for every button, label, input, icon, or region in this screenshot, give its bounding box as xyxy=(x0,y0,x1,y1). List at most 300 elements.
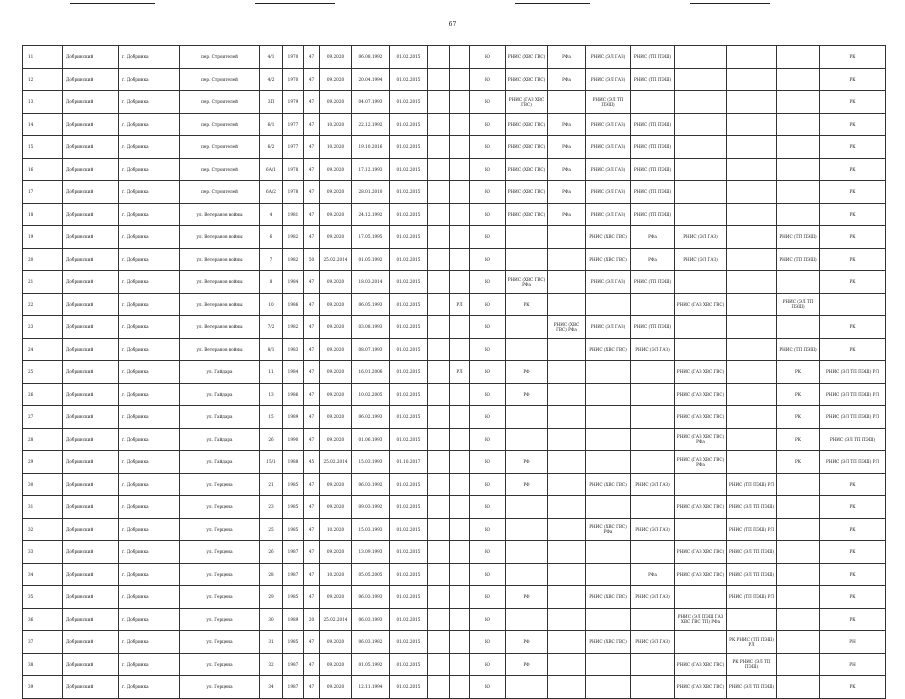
table-cell: РК xyxy=(820,91,886,114)
table-cell: г. Добринка xyxy=(119,316,180,339)
table-cell: г. Добринка xyxy=(119,541,180,564)
table-cell: пер. Строителей xyxy=(180,113,260,136)
table-cell xyxy=(450,496,470,519)
table-cell xyxy=(675,46,727,69)
table-cell: Добринский xyxy=(63,203,119,226)
table-cell: РНИС (ЭЛ ПЭШ ГАЗ ХВС ГВС ТП) РФа xyxy=(675,608,727,631)
table-cell: 1978 xyxy=(283,181,304,204)
table-cell: 09.2020 xyxy=(320,496,352,519)
table-cell: 16 xyxy=(23,158,63,181)
table-cell: РНИС (ХВС ГВС) РФа xyxy=(506,271,548,294)
table-cell: Добринский xyxy=(63,541,119,564)
table-cell: 12.11.1994 xyxy=(352,676,390,699)
table-cell xyxy=(428,451,450,474)
table-cell: РНИС (ГАЗ ХВС ГВС) РФа xyxy=(675,428,727,451)
table-cell xyxy=(586,563,631,586)
table-cell: г. Добринка xyxy=(119,586,180,609)
table-row xyxy=(23,451,886,474)
table-cell: РНИС (ТП ПЭШ) xyxy=(777,226,820,249)
table-cell: г. Добринка xyxy=(119,158,180,181)
table-cell xyxy=(548,653,586,676)
table-cell: ул. Ветеранов войны xyxy=(180,203,260,226)
table-cell xyxy=(450,136,470,159)
table-cell xyxy=(450,518,470,541)
table-cell xyxy=(428,293,450,316)
table-cell: 1970 xyxy=(283,68,304,91)
table-cell: 15.03.1993 xyxy=(352,518,390,541)
table-cell: 20 xyxy=(23,248,63,271)
table-cell xyxy=(777,473,820,496)
table-cell xyxy=(777,68,820,91)
table-cell: 32 xyxy=(23,518,63,541)
table-cell: РНИС (ХВС ГВС) xyxy=(586,586,631,609)
table-cell: 47 xyxy=(304,338,320,361)
table-cell: 06.03.1993 xyxy=(352,608,390,631)
table-row xyxy=(23,181,886,204)
table-cell: 06.03.1982 xyxy=(352,631,390,654)
table-cell: РНИС (ТП ПЭШ) xyxy=(631,46,675,69)
table-cell xyxy=(548,91,586,114)
table-cell xyxy=(428,406,450,429)
table-cell: 7 xyxy=(260,248,283,271)
table-row xyxy=(23,293,886,316)
table-cell xyxy=(450,271,470,294)
table-cell: 26 xyxy=(260,428,283,451)
table-cell xyxy=(450,46,470,69)
table-cell: Добринский xyxy=(63,158,119,181)
table-cell xyxy=(675,91,727,114)
table-row xyxy=(23,46,886,69)
table-cell: РНИС (ТП ПЭШ) РЛ xyxy=(727,518,777,541)
table-cell: РНИС (ХВС ГВС) xyxy=(586,248,631,271)
table-cell: 1977 xyxy=(283,136,304,159)
table-cell: 25 xyxy=(23,361,63,384)
table-cell: РК xyxy=(820,248,886,271)
table-cell xyxy=(586,653,631,676)
table-cell xyxy=(428,541,450,564)
table-cell: 1987 xyxy=(283,563,304,586)
table-cell: РНИС (ЭЛ ГАЗ) xyxy=(586,136,631,159)
table-cell: 08.07.1993 xyxy=(352,338,390,361)
table-cell: РНИС (ТП ПЭШ) xyxy=(631,271,675,294)
table-cell xyxy=(428,248,450,271)
table-cell: 10.2020 xyxy=(320,518,352,541)
table-cell: 6/2 xyxy=(260,136,283,159)
table-cell: РФа xyxy=(548,113,586,136)
table-cell: 01.02.2015 xyxy=(390,563,428,586)
table-row xyxy=(23,676,886,699)
table-cell: Ю xyxy=(470,586,506,609)
table-cell: 1977 xyxy=(283,113,304,136)
table-cell: 1985 xyxy=(283,496,304,519)
table-cell: 6 xyxy=(260,226,283,249)
table-cell: 22.12.1992 xyxy=(352,113,390,136)
table-cell: РК xyxy=(820,338,886,361)
table-cell: РК xyxy=(777,361,820,384)
table-cell: РНИС (ГАЗ ХВС ГВС) xyxy=(675,496,727,519)
table-cell: пер. Строителей xyxy=(180,158,260,181)
table-cell: РФ xyxy=(506,383,548,406)
table-cell: 45 xyxy=(304,451,320,474)
table-cell: 09.2020 xyxy=(320,316,352,339)
table-cell xyxy=(727,226,777,249)
table-cell: 1982 xyxy=(283,316,304,339)
table-cell: 01.02.2015 xyxy=(390,653,428,676)
table-cell: Ю xyxy=(470,676,506,699)
table-cell: 09.03.1992 xyxy=(352,496,390,519)
table-cell: РФа xyxy=(548,158,586,181)
table-cell: Добринский xyxy=(63,631,119,654)
table-cell: 37 xyxy=(23,631,63,654)
table-cell: 01.05.1992 xyxy=(352,248,390,271)
table-cell: 10.2020 xyxy=(320,136,352,159)
table-cell: РНИС (ЭЛ ГАЗ) xyxy=(586,203,631,226)
table-cell: Добринский xyxy=(63,338,119,361)
table-cell: 09.2020 xyxy=(320,383,352,406)
table-cell: РНИС (ТП ПЭШ) xyxy=(631,181,675,204)
table-cell: Добринский xyxy=(63,68,119,91)
table-cell: 6/1 xyxy=(260,113,283,136)
table-cell: РНИС (ГАЗ ХВС ГВС) xyxy=(675,563,727,586)
table-cell xyxy=(548,631,586,654)
table-cell: Ю xyxy=(470,136,506,159)
table-cell: 01.02.2015 xyxy=(390,68,428,91)
table-cell xyxy=(548,676,586,699)
table-cell xyxy=(727,451,777,474)
table-cell: 38 xyxy=(23,653,63,676)
table-cell: 01.06.1993 xyxy=(352,428,390,451)
table-cell: 13 xyxy=(23,91,63,114)
table-cell: Ю xyxy=(470,383,506,406)
table-cell: Ю xyxy=(470,406,506,429)
table-cell: РНИС (ЭЛ ГАЗ) xyxy=(631,586,675,609)
table-cell: 11 xyxy=(23,46,63,69)
table-cell: 06.03.1992 xyxy=(352,473,390,496)
table-cell xyxy=(450,541,470,564)
table-cell xyxy=(450,338,470,361)
table-cell xyxy=(450,226,470,249)
table-cell xyxy=(548,226,586,249)
table-cell: Добринский xyxy=(63,91,119,114)
table-cell xyxy=(548,451,586,474)
table-cell: 09.2020 xyxy=(320,428,352,451)
table-cell: 19 xyxy=(23,226,63,249)
table-row xyxy=(23,608,886,631)
table-cell: 30 xyxy=(23,473,63,496)
table-cell: 1983 xyxy=(283,338,304,361)
table-cell: РК xyxy=(820,518,886,541)
table-cell: 15 xyxy=(23,136,63,159)
table-cell: РНИС (ХВС ГВС) РФа xyxy=(586,518,631,541)
table-cell: Ю xyxy=(470,91,506,114)
table-cell: 01.05.1992 xyxy=(352,653,390,676)
table-cell xyxy=(631,361,675,384)
table-cell: РК xyxy=(820,226,886,249)
table-cell: РНИС (ЭЛ ГАЗ) xyxy=(675,248,727,271)
table-cell xyxy=(548,541,586,564)
table-cell xyxy=(675,473,727,496)
table-cell: РНИС (ЭЛ ГАЗ) xyxy=(631,518,675,541)
table-cell: 23 xyxy=(260,496,283,519)
table-cell xyxy=(586,451,631,474)
table-row xyxy=(23,653,886,676)
table-cell xyxy=(450,608,470,631)
table-cell xyxy=(586,496,631,519)
table-cell: РК xyxy=(820,158,886,181)
table-cell: 47 xyxy=(304,541,320,564)
table-cell: 1982 xyxy=(283,248,304,271)
table-cell xyxy=(777,631,820,654)
table-cell: 47 xyxy=(304,293,320,316)
table-cell: 31 xyxy=(260,631,283,654)
table-cell: Ю xyxy=(470,203,506,226)
table-cell: 4 xyxy=(260,203,283,226)
table-cell: ул. Ветеранов войны xyxy=(180,293,260,316)
table-cell: РК xyxy=(820,541,886,564)
table-cell: 09.2020 xyxy=(320,181,352,204)
table-cell: Ю xyxy=(470,271,506,294)
table-cell: 29 xyxy=(23,451,63,474)
table-cell: РНИС (ГАЗ ХВС ГВС) xyxy=(506,91,548,114)
table-cell xyxy=(675,181,727,204)
table-cell: РНИС (ГАЗ ХВС ГВС) xyxy=(675,676,727,699)
table-cell: ул. Герцена xyxy=(180,473,260,496)
table-cell: Добринский xyxy=(63,496,119,519)
table-cell: РНИС (ЭЛ ГАЗ) xyxy=(631,473,675,496)
table-cell xyxy=(777,676,820,699)
table-cell: пер. Строителей xyxy=(180,91,260,114)
table-cell xyxy=(428,473,450,496)
table-cell: РК xyxy=(820,316,886,339)
table-row xyxy=(23,541,886,564)
table-cell: 09.2020 xyxy=(320,91,352,114)
table-cell: 17.05.1995 xyxy=(352,226,390,249)
table-cell xyxy=(428,158,450,181)
table-cell: 01.02.2015 xyxy=(390,518,428,541)
table-cell xyxy=(506,676,548,699)
table-cell: РФа xyxy=(548,203,586,226)
table-cell: 26 xyxy=(23,383,63,406)
table-cell: Добринский xyxy=(63,653,119,676)
table-cell xyxy=(777,181,820,204)
table-row xyxy=(23,91,886,114)
table-cell: 1987 xyxy=(283,676,304,699)
table-cell: РК xyxy=(820,68,886,91)
table-cell: РФ xyxy=(506,451,548,474)
table-cell: РК xyxy=(820,46,886,69)
table-row xyxy=(23,383,886,406)
table-cell: 3П xyxy=(260,91,283,114)
header-rule xyxy=(515,3,590,4)
table-cell: РНИС (ТП ПЭШ) xyxy=(631,113,675,136)
table-cell: РФ xyxy=(506,361,548,384)
table-cell xyxy=(450,316,470,339)
table-cell: 10 xyxy=(260,293,283,316)
table-cell: 47 xyxy=(304,361,320,384)
table-cell xyxy=(548,383,586,406)
table-cell: 21 xyxy=(23,271,63,294)
table-cell: РК xyxy=(777,451,820,474)
table-cell: 1986 xyxy=(283,383,304,406)
table-cell: 28 xyxy=(260,563,283,586)
table-cell: г. Добринка xyxy=(119,226,180,249)
table-cell: 14 xyxy=(23,113,63,136)
table-cell: 01.02.2015 xyxy=(390,181,428,204)
table-cell: РК xyxy=(777,406,820,429)
table-cell: 13.09.1993 xyxy=(352,541,390,564)
table-cell: РНИС (ГАЗ ХВС ГВС) xyxy=(675,541,727,564)
table-cell: Ю xyxy=(470,338,506,361)
table-cell xyxy=(675,271,727,294)
table-cell: Ю xyxy=(470,428,506,451)
table-cell: РК xyxy=(820,563,886,586)
table-cell xyxy=(631,541,675,564)
table-cell xyxy=(777,158,820,181)
table-cell xyxy=(428,608,450,631)
table-row xyxy=(23,203,886,226)
table-cell: 01.02.2015 xyxy=(390,383,428,406)
table-cell: 27 xyxy=(23,406,63,429)
table-cell: РНИС (ХВС ГВС) xyxy=(506,113,548,136)
table-cell xyxy=(548,428,586,451)
table-cell xyxy=(428,271,450,294)
table-cell: РНИС (ЭЛ ТП ПЭШ) xyxy=(727,541,777,564)
table-cell: РНИС (ЭЛ ГАЗ) xyxy=(586,181,631,204)
table-cell: Добринский xyxy=(63,181,119,204)
header-rule xyxy=(255,3,335,4)
table-cell: 39 xyxy=(23,676,63,699)
table-cell xyxy=(428,653,450,676)
table-cell xyxy=(506,608,548,631)
table-cell: РНИС (ХВС ГВС) xyxy=(586,226,631,249)
table-cell: 1989 xyxy=(283,406,304,429)
table-cell: г. Добринка xyxy=(119,361,180,384)
table-cell xyxy=(428,338,450,361)
table-cell: РНИС (ГАЗ ХВС ГВС) xyxy=(675,653,727,676)
table-cell xyxy=(450,158,470,181)
table-cell xyxy=(506,496,548,519)
table-cell: 10.2020 xyxy=(320,113,352,136)
table-cell: ул. Гайдара xyxy=(180,428,260,451)
table-cell: 35 xyxy=(23,586,63,609)
table-cell: 36 xyxy=(23,608,63,631)
table-cell: Ю xyxy=(470,293,506,316)
table-cell: 05.05.2005 xyxy=(352,563,390,586)
table-cell: г. Добринка xyxy=(119,248,180,271)
table-row xyxy=(23,226,886,249)
table-cell: 7/2 xyxy=(260,316,283,339)
table-cell: РНИС (ЭЛ ТП ПЭШ) xyxy=(586,91,631,114)
table-cell: 32 xyxy=(260,653,283,676)
table-cell xyxy=(450,248,470,271)
table-cell: Добринский xyxy=(63,316,119,339)
table-cell: РНИС (ХВС ГВС) РФа xyxy=(548,316,586,339)
table-cell: 47 xyxy=(304,226,320,249)
table-cell xyxy=(450,181,470,204)
table-cell: 20 xyxy=(304,608,320,631)
table-cell: 47 xyxy=(304,203,320,226)
table-cell: 1985 xyxy=(283,473,304,496)
table-cell: 1984 xyxy=(283,271,304,294)
table-cell: 8 xyxy=(260,271,283,294)
table-cell xyxy=(777,136,820,159)
table-row xyxy=(23,586,886,609)
table-cell: Добринский xyxy=(63,293,119,316)
table-cell: РЛ xyxy=(450,293,470,316)
table-cell xyxy=(428,113,450,136)
table-cell: РНИС (ХВС ГВС) xyxy=(506,46,548,69)
table-cell: РНИС (ЭЛ ТП ПЭШ) РЛ xyxy=(820,451,886,474)
table-cell: РНИС (ХВС ГВС) xyxy=(506,136,548,159)
table-cell: 47 xyxy=(304,113,320,136)
table-cell: г. Добринка xyxy=(119,136,180,159)
table-cell: 01.02.2015 xyxy=(390,136,428,159)
table-cell: РНИС (ЭЛ ТП ПЭШ) xyxy=(727,563,777,586)
table-cell: 47 xyxy=(304,136,320,159)
table-cell: Добринский xyxy=(63,226,119,249)
table-cell: 15 xyxy=(260,406,283,429)
table-cell: РК xyxy=(820,113,886,136)
table-cell: РФа xyxy=(548,181,586,204)
table-cell: РФ xyxy=(506,586,548,609)
table-cell: Ю xyxy=(470,653,506,676)
table-cell: г. Добринка xyxy=(119,653,180,676)
table-cell: 34 xyxy=(23,563,63,586)
table-cell xyxy=(777,46,820,69)
table-cell: Ю xyxy=(470,608,506,631)
table-cell xyxy=(727,316,777,339)
table-cell xyxy=(727,608,777,631)
table-cell: РФ xyxy=(506,473,548,496)
table-cell: Добринский xyxy=(63,248,119,271)
table-cell: 1986 xyxy=(283,293,304,316)
table-cell xyxy=(428,46,450,69)
table-cell xyxy=(450,563,470,586)
register-table xyxy=(22,45,886,699)
table-cell: Ю xyxy=(470,68,506,91)
table-cell: 1970 xyxy=(283,46,304,69)
table-cell: ул. Герцена xyxy=(180,608,260,631)
table-cell: ул. Герцена xyxy=(180,653,260,676)
table-cell: 4/1 xyxy=(260,46,283,69)
table-cell: 15/1 xyxy=(260,451,283,474)
table-cell: г. Добринка xyxy=(119,563,180,586)
table-cell: 25.02.2014 xyxy=(320,608,352,631)
table-cell: РНИС (ГАЗ ХВС ГВС) xyxy=(675,383,727,406)
table-cell: ул. Гайдара xyxy=(180,406,260,429)
table-cell: 1989 xyxy=(283,608,304,631)
table-cell: г. Добринка xyxy=(119,451,180,474)
table-cell xyxy=(631,91,675,114)
table-cell: Добринский xyxy=(63,271,119,294)
table-cell: пер. Строителей xyxy=(180,181,260,204)
table-cell xyxy=(675,586,727,609)
table-cell xyxy=(727,113,777,136)
table-row xyxy=(23,338,886,361)
table-cell xyxy=(428,361,450,384)
table-cell: ул. Герцена xyxy=(180,676,260,699)
table-cell: г. Добринка xyxy=(119,631,180,654)
table-cell: г. Добринка xyxy=(119,91,180,114)
table-cell xyxy=(631,608,675,631)
table-cell: 01.02.2015 xyxy=(390,496,428,519)
table-cell: РНИС (ЭЛ ГАЗ) xyxy=(586,46,631,69)
table-cell xyxy=(777,586,820,609)
table-cell xyxy=(586,541,631,564)
table-row xyxy=(23,68,886,91)
table-cell: 20.04.1994 xyxy=(352,68,390,91)
table-cell: 01.02.2015 xyxy=(390,406,428,429)
